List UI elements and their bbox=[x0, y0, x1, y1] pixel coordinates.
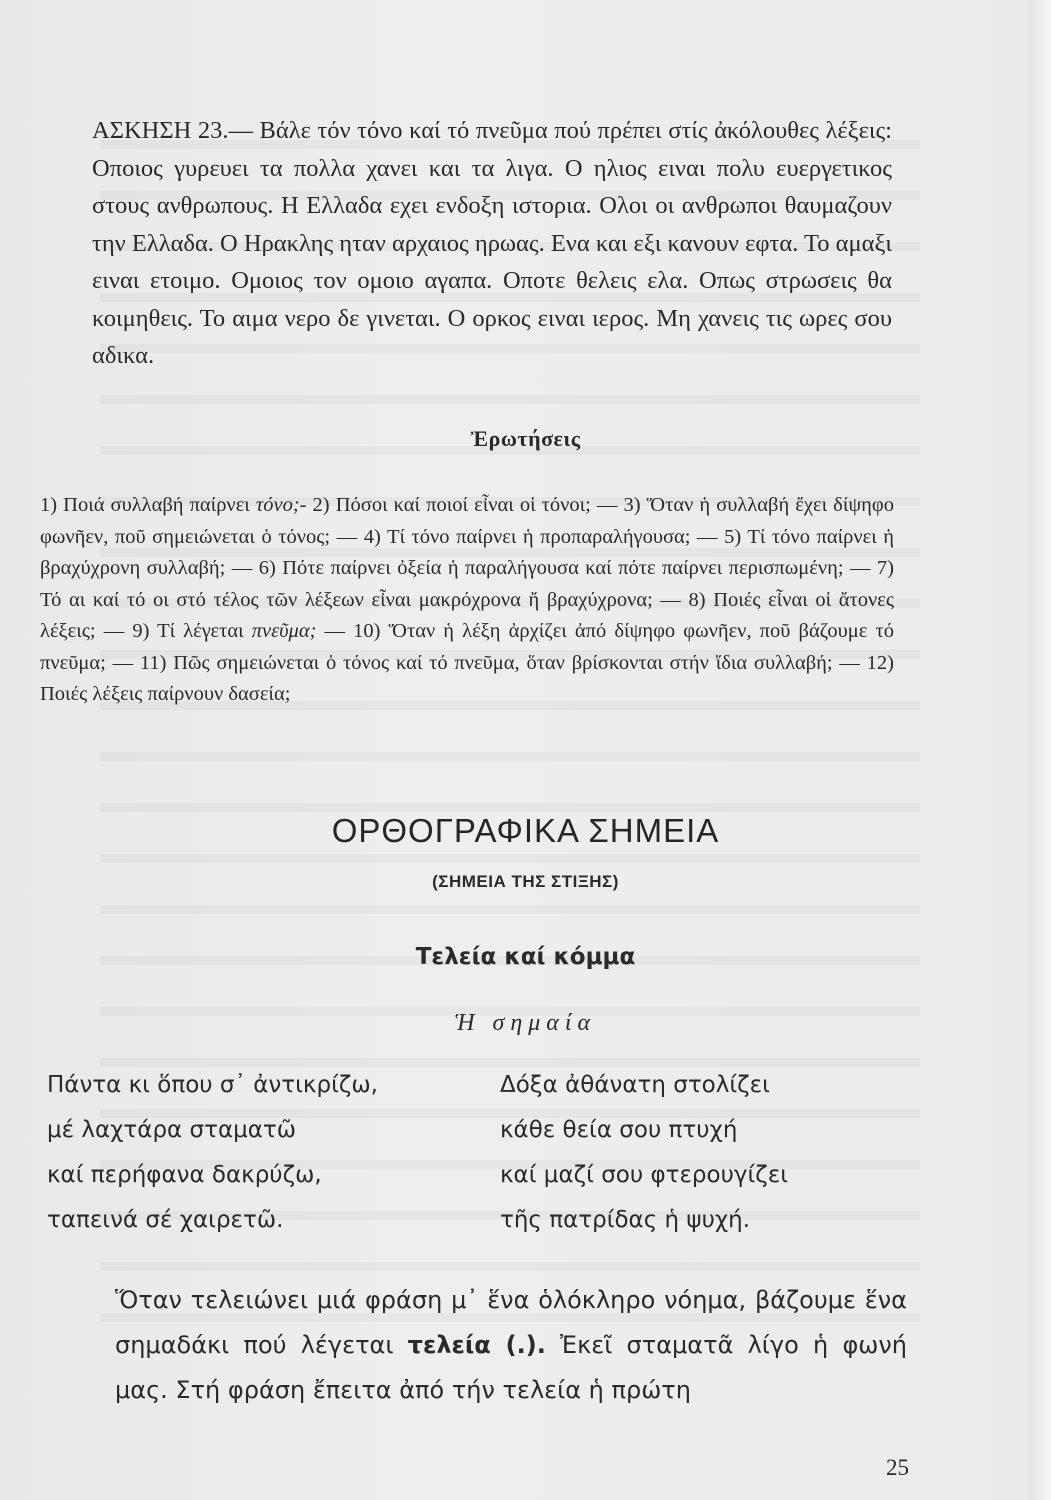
topic-heading: Τελεία καί κόμμα bbox=[415, 944, 636, 970]
poem-line: ταπεινά σέ χαιρετῶ. bbox=[47, 1207, 284, 1233]
page-edge bbox=[1029, 0, 1051, 1500]
poem-line: κάθε θεία σου πτυχή bbox=[500, 1117, 738, 1143]
question-term-pneuma: πνεῦμα; bbox=[251, 620, 317, 642]
exercise-label: ΑΣΚΗΣΗ 23.— bbox=[92, 117, 253, 144]
section-title: ΟΡΘΟΓΡΑΦΙΚΑ ΣΗΜΕΙΑ bbox=[331, 812, 720, 849]
poem-stanza-left bbox=[47, 1063, 378, 1243]
question-term-tono: τόνο; bbox=[255, 494, 300, 516]
closing-text-1: Ὅταν τελειώνει μιά φράση μ᾽ ἕνα ὁλόκληρο νόημα, βάζουμε ἕνα σημαδάκι πού λέγεται bbox=[115, 1286, 907, 1359]
section-subtitle: (ΣΗΜΕΙΑ ΤΗΣ ΣΤΙΞΗΣ) bbox=[432, 872, 619, 891]
closing-term-teleia: τελεία (.). bbox=[407, 1331, 546, 1359]
question-text-3: — 10) Ὅταν ἡ λέξη ἀρχίζει ἀπό δίψηφο φωνῆεν, ποῦ βάζουμε τό πνεῦμα; — 11) Πῶς σημειώνεται ὁ τόνος καί τό πνεῦμα, ὅταν βρίσκονται στήν ἴδια συλλαβή; — 12) Ποιές λέξεις παίρνουν δασεία; bbox=[40, 620, 894, 705]
poem-line: καί περήφανα δακρύζω, bbox=[47, 1162, 322, 1188]
poem-line: τῆς πατρίδας ἡ ψυχή. bbox=[500, 1207, 751, 1233]
closing-paragraph bbox=[115, 1278, 907, 1413]
poem-title: Ἡ σημαία bbox=[454, 1010, 597, 1036]
question-text-2: - 2) Πόσοι καί ποιοί εἶναι οἱ τόνοι; — 3) Ὅταν ἡ συλλαβή ἔχει δίψηφο φωνῆεν, ποῦ σημειώνεται ὁ τόνος; — 4) Τί τόνο παίρνει ἡ προπαραλήγουσα; — 5) Τί τόνο παίρνει ἡ βραχύχρονη συλλαβή; — 6) Πότε παίρνει ὀξεία ἡ παραλήγουσα καί πότε παίρνει περισπωμένη; — 7) Τό αι καί τό οι στό τέλος τῶν λέξεων εἶναι μακρόχρονα ἤ βραχύχρονα; — 8) Ποιές εἶναι οἱ ἄτονες λέξεις; — 9) Τί λέγεται bbox=[40, 494, 894, 642]
exercise-text: Βάλε τόν τόνο καί τό πνεῦμα πού πρέπει στίς ἀκόλουθες λέξεις: Οποιος γυρευει τα πολλα χανει και τα λιγα. Ο ηλιος ειναι πολυ ευεργετικος στους ανθρωπους. Η Ελλαδα εχει ενδοξη ιστορια. Ολοι οι ανθρωποι θαυμαζουν την Ελλαδα. Ο Ηρακλης ηταν αρχαιος ηρωας. Ενα και εξι κανουν εφτα. Το αμαξι ειναι ετοιμο. Ομοιος τον ομοιο αγαπα. Οποτε θελεις ελα. Οπως στρωσεις θα κοιμηθεις. Το αιμα νερο δε γινεται. Ο ορκος ειναι ιερος. Μη χανεις τις ωρες σου αδικα. bbox=[92, 117, 892, 369]
questions-title: Ἐρωτήσεις bbox=[470, 426, 581, 451]
poem-line: Πάντα κι ὅπου σ᾽ ἀντικρίζω, bbox=[47, 1072, 378, 1098]
page-number: 25 bbox=[886, 1455, 909, 1480]
poem-line: καί μαζί σου φτερουγίζει bbox=[500, 1162, 789, 1188]
poem-line: μέ λαχτάρα σταματῶ bbox=[47, 1117, 297, 1143]
exercise-23 bbox=[92, 112, 892, 375]
poem-line: Δόξα ἀθάνατη στολίζει bbox=[500, 1072, 770, 1098]
closing-text-2: Ἐκεῖ σταματᾶ λίγο ἡ φωνή μας. Στή φράση ἔπειτα ἀπό τήν τελεία ἡ πρώτη bbox=[115, 1331, 907, 1404]
poem-stanza-right bbox=[500, 1063, 788, 1243]
questions-paragraph bbox=[40, 490, 894, 711]
question-text-1: 1) Ποιά συλλαβή παίρνει bbox=[40, 494, 256, 516]
